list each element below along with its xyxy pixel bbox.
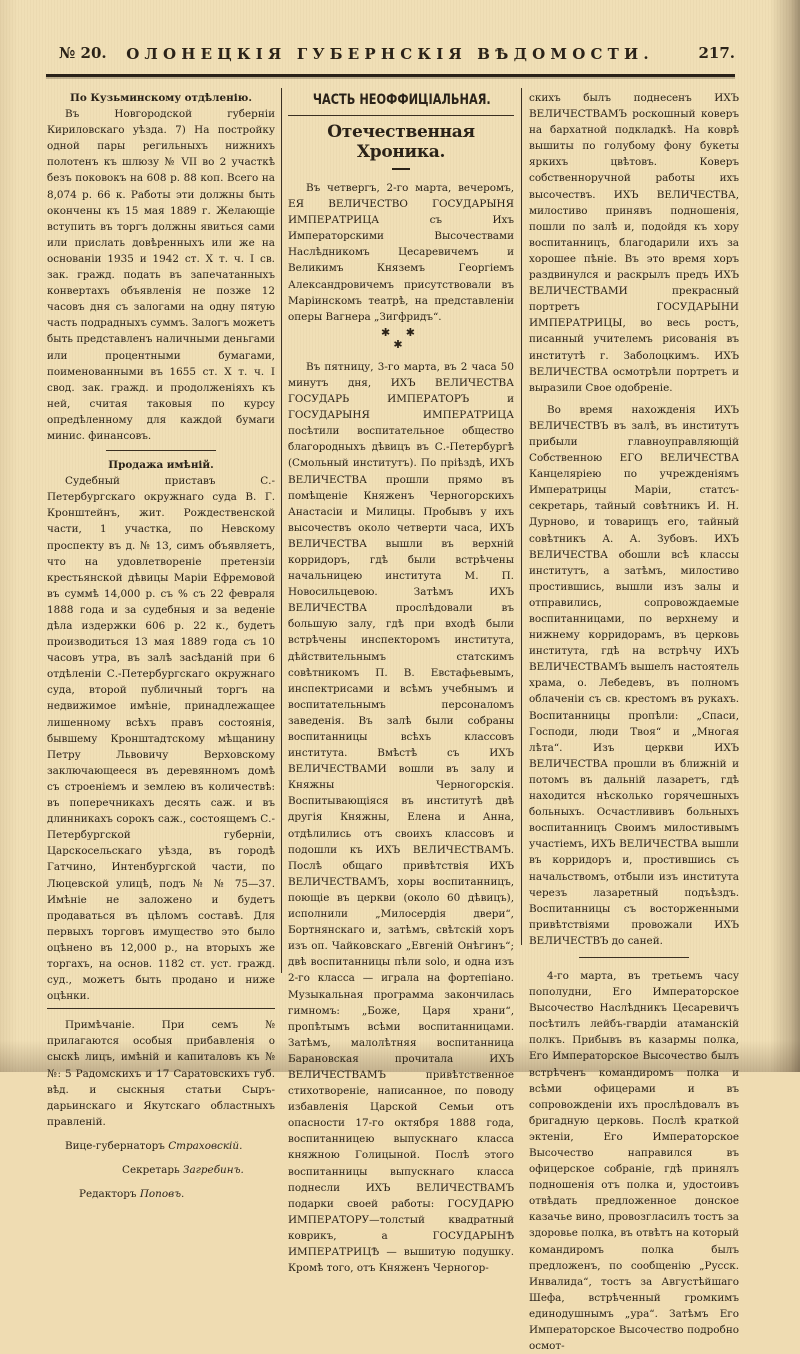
chronicle-paragraph-2: Въ пятницу, 3-го марта, въ 2 часа 50 минутъ дня, ИХЪ ВЕЛИЧЕСТВА ГОСУДАРЬ ИМПЕРАТОРЪ и ГОСУДАРЫНЯ ИМПЕРАТРИЦА посѣтили воспитательное общество благородныхъ дѣвицъ въ С.-Петербургѣ (Смольный институтъ). По пріѣздѣ, ИХЪ ВЕЛИЧЕСТВА прошли прямо въ помѣщеніе Княженъ Черногорскихъ Анастасіи и Милицы. Пробывъ у ихъ высочествъ около четверти часа, ИХЪ ВЕЛИЧЕСТВА вышли въ верхній корридоръ, гдѣ были встрѣчены начальницею института М. П. Новосильцевою. Затѣмъ ИХЪ ВЕЛИЧЕСТВА прослѣдовали въ большую залу, гдѣ при входѣ были встрѣчены инспекторомъ института, дѣйствительнымъ статскимъ совѣтникомъ П. В. Евстафьевымъ, инспектрисами и всѣмъ учебнымъ и воспитательнымъ персоналомъ заведенія. Въ залѣ были собраны воспитанницы всѣхъ классовъ института. Вмѣстѣ съ ИХЪ ВЕЛИЧЕСТВАМИ вошли въ залу и Княжны Черногорскія. Воспитывающіяся въ институтѣ двѣ другія Княжны, Елена и Анна, отдѣлились отъ своихъ классовъ и подошли къ ИХЪ ВЕЛИЧЕСТВАМЪ. Послѣ общаго привѣтствія ИХЪ ВЕЛИЧЕСТВАМЪ, хоры воспитанницъ, поющіе въ церкви (около 60 дѣвицъ), исполнили „Милосердія двери“, Бортнянскаго и, затѣмъ, свѣтскій хоръ изъ оп. Чайковскаго „Евгеній Онѣгинъ“; двѣ воспитанницы пѣли solo, и одна изъ 2-го класса — играла на фортепіано. Музыкальная программа закончилась гимномъ: „Боже, Царя храни“, пропѣтымъ всѣми воспитанницами. Затѣмъ, малолѣтняя воспитанница Барановская прочитала ИХЪ ВЕЛИЧЕСТВАМЪ привѣтственное стихотвореніе, написанное, по поводу избавленія Царской Семьи отъ опасности 17-го октября 1888 года, воспитанницею выпускнаго класса княжною Голицыной. Послѣ этого воспитанницы выпускнаго класса поднесли ИХЪ ВЕЛИЧЕСТВАМЪ подарки своей работы: ГОСУДАРЮ ИМПЕРАТОРУ—толстый квадратный коврикъ, а ГОСУДАРЫНѢ ИМПЕРАТРИЦѢ — вышитую подушку. Кромѣ того, отъ Княженъ Черногор-	[288, 360, 514, 1275]
chronicle-paragraph-4: 4-го марта, въ третьемъ часу пополудни, Его Императорское Высочество Наслѣдникъ Цесаревичъ посѣтилъ лейбъ-гвардіи атаманскій полкъ. Прибывъ въ казармы полка, Его Императорское Высочество былъ встрѣченъ командиромъ полка и всѣми офицерами и въ сопровожденіи ихъ прослѣдовалъ въ бригадную церковь. Послѣ краткой эктеніи, Его Императорское Высочество направился въ офицерское собраніе, гдѣ принялъ подношенія отъ полка и, удостоивъ отвѣдать предложенное донское казачье вино, провозгласилъ тостъ за здоровье полка, въ отвѣтъ на который командиромъ полка былъ предложенъ, по сообщенію „Русск. Инвалида“, тостъ за Августѣйшаго Шефа, встрѣченный громкимъ единодушнымъ „ура“. Затѣмъ Его Императорское Высочество подробно осмот-	[529, 969, 739, 1353]
column-divider-left	[281, 88, 282, 973]
signature-role: Секретарь	[122, 1164, 180, 1176]
signature-role: Редакторъ	[79, 1188, 137, 1201]
chronicle-paragraph-3: Во время нахожденія ИХЪ ВЕЛИЧЕСТВЪ въ залѣ, въ институтъ прибыли главноуправляющій Собственною ЕГО ВЕЛИЧЕСТВА Канцеляріею по учрежденіямъ Императрицы Маріи, статсъ-секретарь, тайный совѣтникъ И. Н. Дурново, и товарищъ его, тайный совѣтникъ А. А. Зубовъ. ИХЪ ВЕЛИЧЕСТВА обошли всѣ классы институтъ, а затѣмъ, милостиво простившись, вышли изъ залы и отправились, сопровождаемые воспитанницами, по верхнему и нижнему корридорамъ, въ церковь института, гдѣ на встрѣчу ИХЪ ВЕЛИЧЕСТВАМЪ вышелъ настоятель храма, о. Лебедевъ, въ полномъ облаченіи съ св. крестомъ въ рукахъ. Воспитанницы пропѣли: „Спаси, Господи, люди Твоя“ и „Многая лѣта“. Изъ церкви ИХЪ ВЕЛИЧЕСТВА прошли въ ближній и потомъ въ дальній лазаретъ, гдѣ находится нѣсколько горячешныхъ больныхъ. Осчастлививъ больныхъ воспитанницъ Своимъ милостивымъ участіемъ, ИХЪ ВЕЛИЧЕСТВА вышли въ корридоръ и, простившись съ начальствомъ, отбыли изъ института черезъ лазаретный подъѣздъ. Воспитанницы съ восторженными привѣтствіями провожали ИХЪ ВЕЛИЧЕСТВЪ до саней.	[529, 403, 739, 947]
section-heading-estate-sale: Продажа имѣній.	[108, 459, 214, 472]
column-1	[47, 90, 275, 1202]
chronicle-paragraph-continued: скихъ былъ поднесенъ ИХЪ ВЕЛИЧЕСТВАМЪ роскошный коверъ на бархатной подкладкѣ. На коврѣ вышиты по голубому фону букеты яркихъ цвѣтовъ. Коверъ собственноручной работы ихъ высочествъ. ИХЪ ВЕЛИЧЕСТВА, милостиво принявъ подношенія, пошли по залѣ и, подойдя къ хору воспитанницъ, благодарили ихъ за хорошее пѣніе. Въ это время хоръ раздвинулся и раскрылъ предъ ИХЪ ВЕЛИЧЕСТВАМИ прекрасный портретъ ГОСУДАРЫНИ ИМПЕРАТРИЦЫ, во весь ростъ, писанный учителемъ рисованія въ институтѣ г. Заболоцкимъ. ИХЪ ВЕЛИЧЕСТВА осмотрѣли портретъ и выразили Свое одобреніе.	[529, 92, 739, 394]
note-divider	[47, 1008, 275, 1009]
section-heading-kuzminsky: По Кузьминскому отдѣленію.	[70, 92, 252, 104]
signature-editor	[47, 1186, 275, 1202]
note-paragraph: Примѣчаніе. При семъ № прилагаются особыя прибавленія о сыскѣ лицъ, имѣній и капиталовъ къ №№: 5 Радомскихъ и 17 Саратовскихъ губ. вѣд. и сыскныя статьи Сыръ-дарьинскаго и Якутскаго областныхъ правленій.	[47, 1019, 275, 1128]
signature-role: Вице-губернаторъ	[65, 1139, 165, 1152]
masthead-rule	[46, 74, 735, 77]
section-divider	[579, 957, 689, 958]
column-3	[529, 90, 739, 1354]
contract-notice-paragraph: Въ Новгородской губерніи Кириловскаго уѣзда. 7) На постройку одной пары регильныхъ нижнихъ полотенъ къ шлюзу № VII во 2 участкѣ безъ поковокъ на 608 р. 88 коп. Всего на 8,074 р. 66 к. Работы эти должны быть окончены къ 15 мая 1889 г. Желающіе вступить въ торгъ должны явиться сами или прислать довѣренныхъ или же на основаніи 1935 и 1942 ст. X т. ч. I св. зак. гражд. подать въ запечатанныхъ конвертахъ объявленія не позже 12 часовъ дня съ залогами на одну пятую часть подрадныхъ суммъ. Залогъ можетъ быть представленъ наличными деньгами или процентными бумагами, поименованными въ 1655 ст. X т. ч. I свод. зак. гражд. и продолженіяхъ къ ней, считая таковыя по курсу опредѣленному для каждой бумаги минис. финансовъ.	[47, 108, 275, 442]
signature-name: Загребинъ.	[182, 1164, 244, 1176]
signature-name: Страховскій.	[168, 1139, 243, 1152]
estate-sale-paragraph: Судебный приставъ С.-Петербургскаго окружнаго суда В. Г. Кронштейнъ, жит. Рождественской части, 1 участка, по Невскому проспекту въ д. № 13, симъ объявляетъ, что на удовлетвореніе претензіи крестьянской дѣвицы Маріи Ефремовой въ суммѣ 14,000 р. съ % съ 22 февраля 1888 года и за судебныя и за веденіе дѣла издержки 606 р. 22 к., будетъ производиться 13 мая 1889 года съ 10 часовъ утра, въ залѣ засѣданій при 6 отдѣленіи С.-Петербургскаго окружнаго суда, второй публичный торгъ на недвижимое имѣніе, принадлежащее лишенному всѣхъ правъ состоянія, бывшему Кронштадтскому мѣщанину Петру Львовичу Верховскому заключающееся въ деревянномъ домѣ съ строеніемъ и землею въ количествѣ: въ поперечникахъ десять саж. и въ длинникахъ сорокъ саж., состоящемъ С.-Петербургской губерніи, Царскосельскаго уѣзда, въ городѣ Гатчино, Интенбургской части, по Люцевской улицѣ, подъ № № 75—37. Имѣніе не заложено и будетъ продаваться въ цѣломъ составѣ. Для первыхъ торговъ имущество это было оцѣнено въ 12,000 р., на вторыхъ же торгахъ, на основ. 1182 ст. уст. гражд. суд., можетъ быть продано и ниже оцѣнки.	[47, 475, 275, 1003]
unofficial-section-title: ЧАСТЬ НЕОФФИЦІАЛЬНАЯ.	[312, 92, 491, 108]
issue-number: № 20.	[59, 44, 107, 62]
signature-secretary	[47, 1162, 275, 1178]
signature-vice-governor	[47, 1138, 275, 1154]
column-divider-right	[521, 88, 522, 945]
newspaper-title: ОЛОНЕЦКІЯ ГУБЕРНСКІЯ ВѢДОМОСТИ.	[126, 45, 654, 63]
masthead	[45, 44, 735, 68]
star-ornament: ✱ ✱ ✱	[381, 325, 421, 351]
chronicle-paragraph-1: Въ четвергъ, 2-го марта, вечеромъ, ЕЯ ВЕЛИЧЕСТВО ГОСУДАРЫНЯ ИМПЕРАТРИЦА съ Ихъ Императорскими Высочествами Наслѣдникомъ Цесаревичемъ и Великимъ Княземъ Георгіемъ Александровичемъ присутствовали въ Маріинскомъ театрѣ, на представленіи оперы Вагнера „Зигфридъ“.	[288, 182, 514, 323]
title-dash	[392, 168, 410, 170]
title-rule	[288, 115, 514, 116]
section-divider	[106, 450, 216, 451]
signature-name: Поповъ.	[139, 1188, 185, 1201]
column-2	[288, 90, 514, 1276]
page-number: 217.	[698, 44, 735, 62]
chronicle-title: Отечественная Хроника.	[327, 122, 475, 162]
